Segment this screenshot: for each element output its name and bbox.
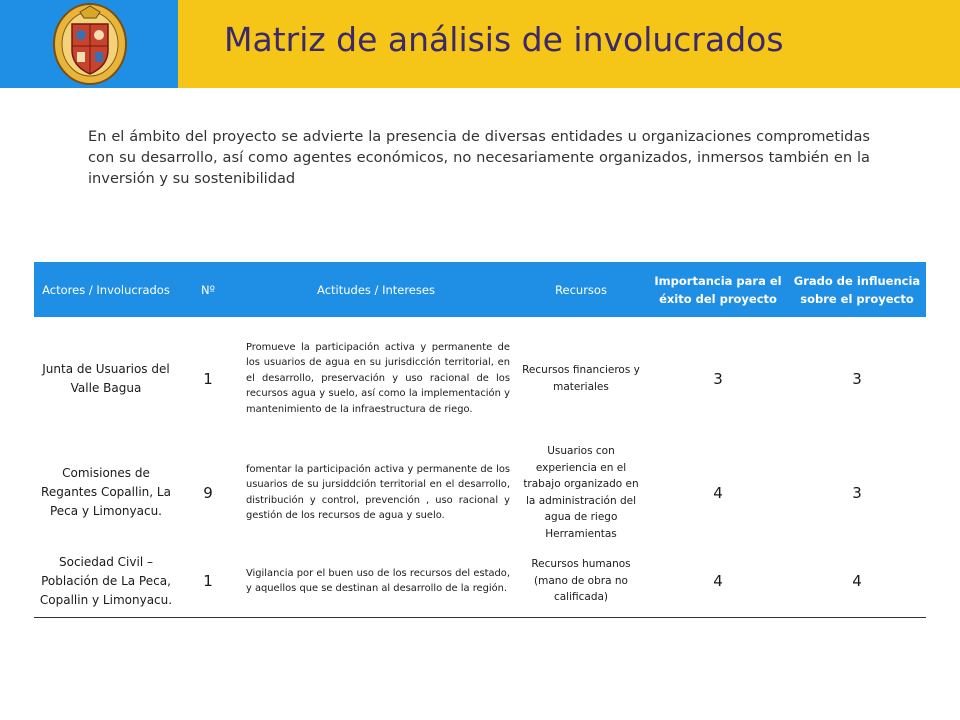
resources-cell: Usuarios con experiencia en el trabajo organizado en la administración del agua de riego Herramientas xyxy=(523,445,639,540)
importance-cell: 3 xyxy=(713,369,723,388)
stakeholder-matrix-table xyxy=(34,262,926,618)
attitude-cell: fomentar la participación activa y permanente de los usuarios de su jursiddción territorial en el desarrollo, distribución y control, prevención , uso racional y gestión de los recursos de agua y suelo. xyxy=(246,463,510,521)
resources-cell: Recursos humanos (mano de obra no calificada) xyxy=(514,545,648,618)
number-cell: 1 xyxy=(203,369,213,388)
actor-cell: Comisiones de Regantes Copallin, La Peca y Limonyacu. xyxy=(41,466,171,518)
influence-cell: 3 xyxy=(852,369,862,388)
header-actors: Actores / Involucrados xyxy=(34,262,178,317)
table-row xyxy=(34,440,926,545)
header-resources: Recursos xyxy=(514,262,648,317)
table-row xyxy=(34,545,926,618)
page-title: Matriz de análisis de involucrados xyxy=(224,20,784,59)
number-cell: 9 xyxy=(203,483,213,502)
intro-paragraph: En el ámbito del proyecto se advierte la presencia de diversas entidades u organizaciones comprometidas con su desarrollo, así como agentes económicos, no necesariamente organizados, inmersos también en la inversión y su sostenibilidad xyxy=(88,128,870,187)
importance-cell: 4 xyxy=(648,545,788,618)
header-importance: Importancia para el éxito del proyecto xyxy=(648,262,788,317)
university-crest-icon xyxy=(44,2,136,86)
actor-cell: Sociedad Civil – Población de La Peca, Copallin y Limonyacu. xyxy=(34,545,178,618)
influence-cell: 4 xyxy=(788,545,926,618)
header-number: Nº xyxy=(178,262,238,317)
number-cell: 1 xyxy=(178,545,238,618)
attitude-cell: Vigilancia por el buen uso de los recursos del estado, y aquellos que se destinan al desarrollo de la región. xyxy=(238,545,514,618)
logo-area xyxy=(0,0,178,88)
table-header-row xyxy=(34,262,926,317)
resources-cell: Recursos financieros y materiales xyxy=(522,364,640,393)
table-row xyxy=(34,317,926,440)
importance-cell: 4 xyxy=(713,483,723,502)
actor-cell: Junta de Usuarios del Valle Bagua xyxy=(42,361,170,395)
header-influence: Grado de influencia sobre el proyecto xyxy=(788,262,926,317)
header-attitudes: Actitudes / Intereses xyxy=(238,262,514,317)
attitude-cell: Promueve la participación activa y permanente de los usuarios de agua en su jurisdicción territorial, en el desarrollo, preservación y uso racional de los recursos agua y suelo, así como la implementación y mantenimiento de la infraestructura de riego. xyxy=(246,341,510,415)
influence-cell: 3 xyxy=(852,483,862,502)
title-band xyxy=(178,0,960,88)
